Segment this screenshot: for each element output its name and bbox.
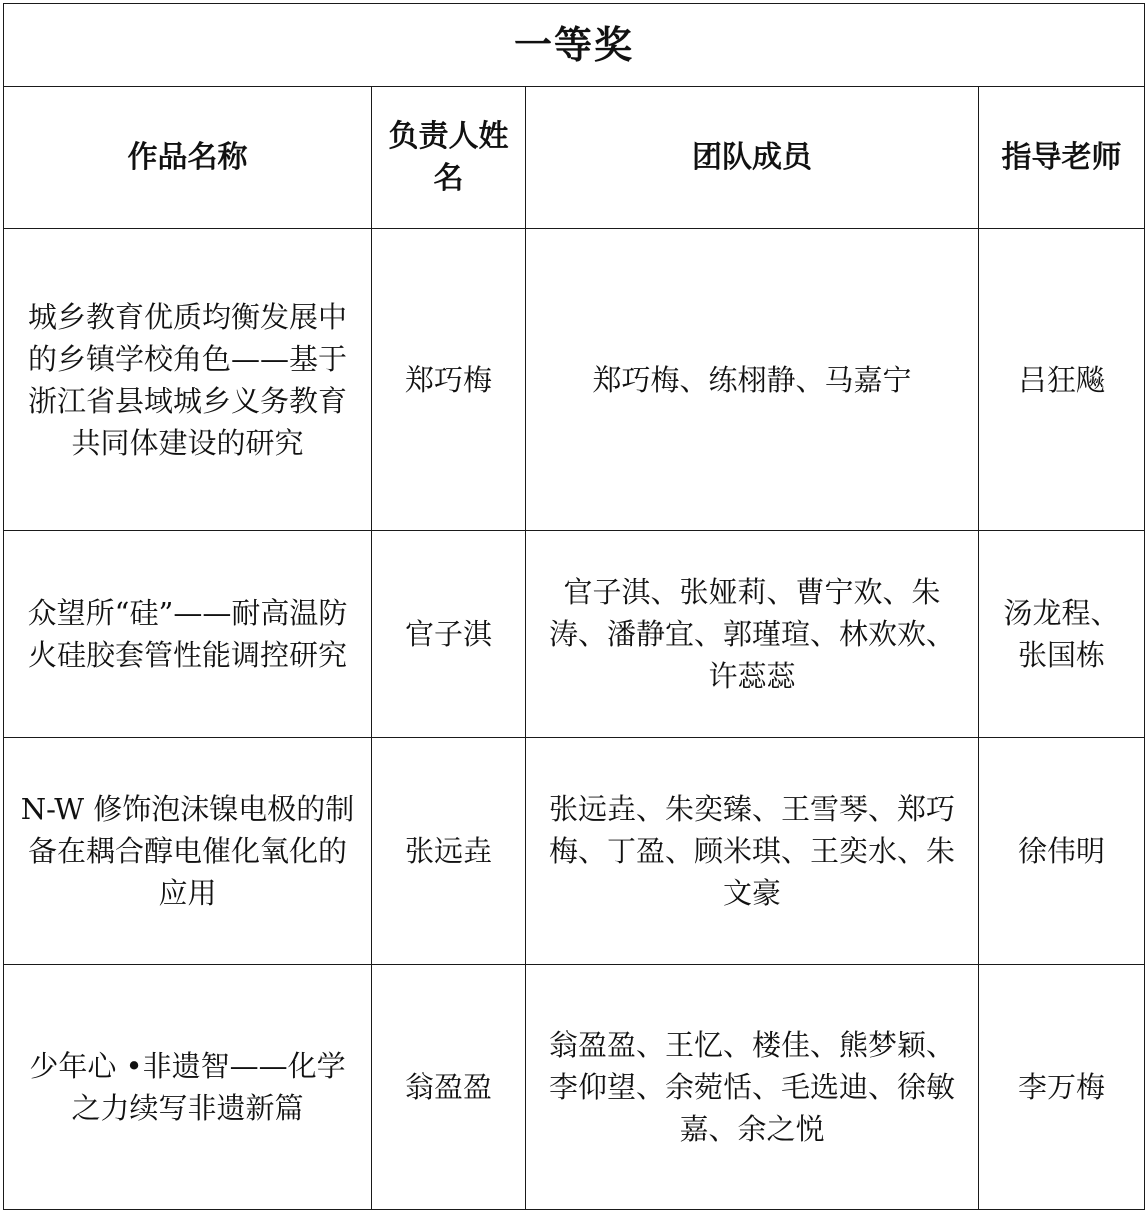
leader-name-cell: 官子淇 [372, 531, 526, 738]
team-members-cell: 官子淇、张娅莉、曹宁欢、朱涛、潘静宜、郭瑾瑄、林欢欢、许蕊蕊 [526, 531, 979, 738]
advisor-cell: 吕狂飚 [979, 229, 1145, 531]
advisor-cell: 汤龙程、张国栋 [979, 531, 1145, 738]
award-title: 一等奖 [4, 4, 1145, 87]
header-leader-name: 负责人姓名 [372, 87, 526, 229]
work-name-cell: 众望所“硅”——耐高温防火硅胶套管性能调控研究 [4, 531, 372, 738]
work-name-cell: 少年心 •非遗智——化学之力续写非遗新篇 [4, 965, 372, 1210]
work-name-cell: 城乡教育优质均衡发展中的乡镇学校角色——基于浙江省县域城乡义务教育共同体建设的研究 [4, 229, 372, 531]
header-work-name: 作品名称 [4, 87, 372, 229]
header-advisor: 指导老师 [979, 87, 1145, 229]
table-row [4, 229, 1145, 531]
table-row [4, 965, 1145, 1210]
team-members-cell: 张远垚、朱奕臻、王雪琴、郑巧梅、丁盈、顾米琪、王奕水、朱文豪 [526, 738, 979, 965]
table-row [4, 531, 1145, 738]
award-table [3, 3, 1145, 1210]
leader-name-cell: 张远垚 [372, 738, 526, 965]
leader-name-cell: 郑巧梅 [372, 229, 526, 531]
advisor-cell: 徐伟明 [979, 738, 1145, 965]
table-row [4, 738, 1145, 965]
team-members-cell: 郑巧梅、练栩静、马嘉宁 [526, 229, 979, 531]
title-row [4, 4, 1145, 87]
work-name-cell: N-W 修饰泡沫镍电极的制备在耦合醇电催化氧化的应用 [4, 738, 372, 965]
header-row [4, 87, 1145, 229]
header-team-members: 团队成员 [526, 87, 979, 229]
leader-name-cell: 翁盈盈 [372, 965, 526, 1210]
advisor-cell: 李万梅 [979, 965, 1145, 1210]
team-members-cell: 翁盈盈、王忆、楼佳、熊梦颖、李仰望、余菀恬、毛选迪、徐敏嘉、余之悦 [526, 965, 979, 1210]
